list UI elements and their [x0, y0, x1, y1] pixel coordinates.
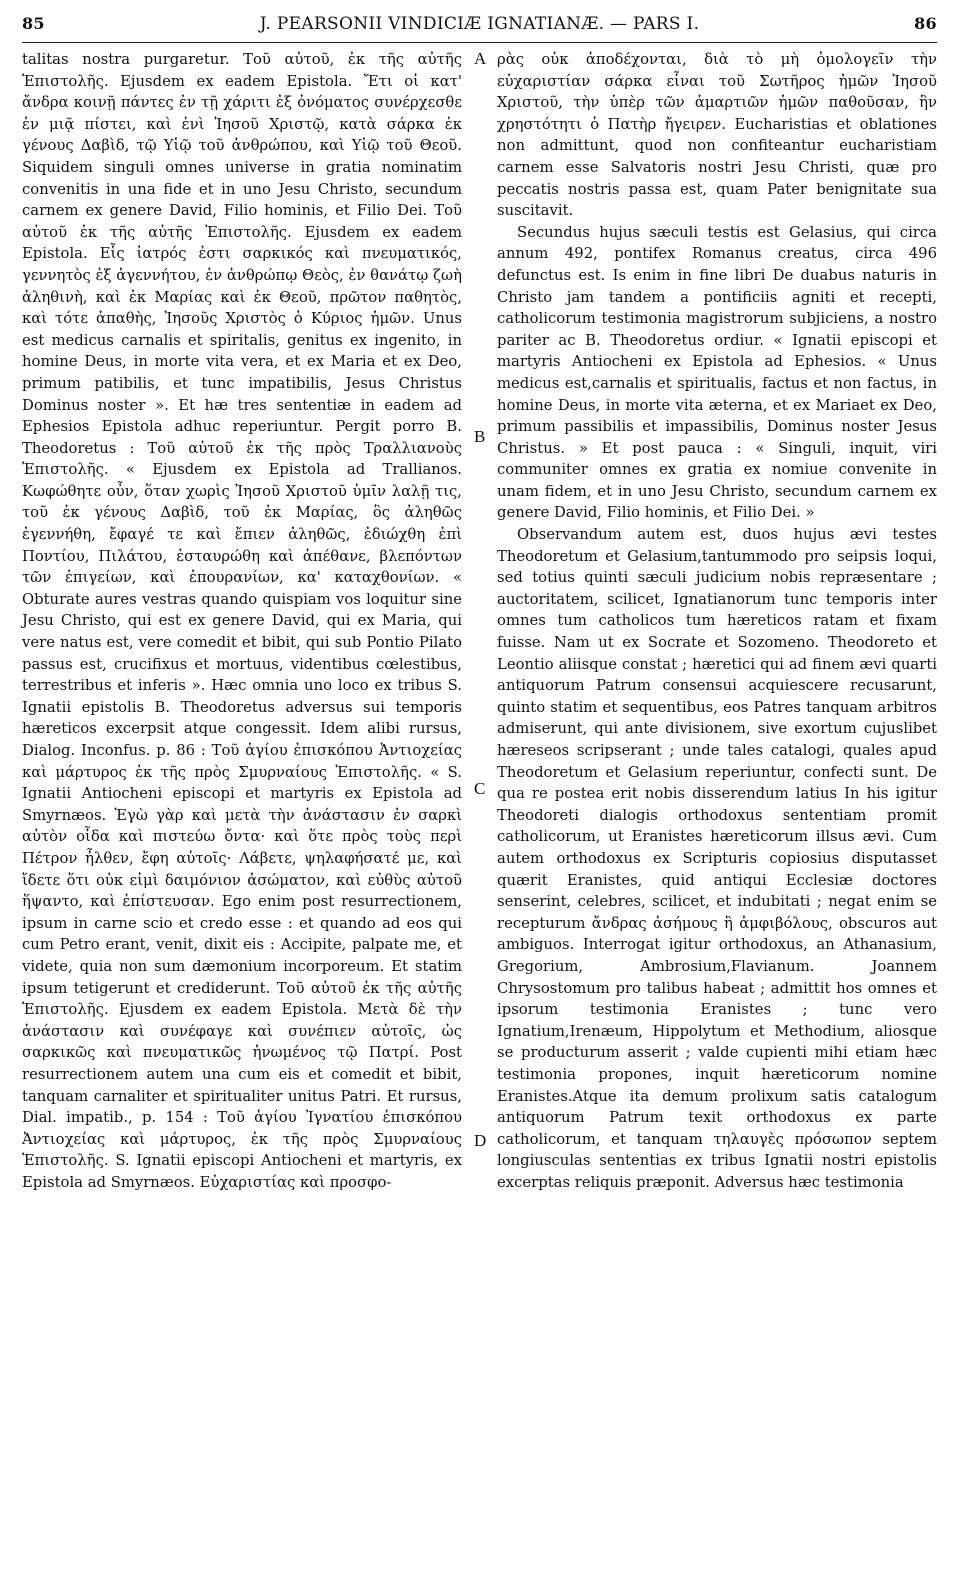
- right-paragraph-2: Secundus hujus sæculi testis est Gelasius, qui circa annum 492, pontifex Romanus creatus, circa 496 defunctus est. Is enim in fine libri De duabus naturis in Christo jam tandem a pontificiis agniti et recepti, catholicorum testimonia magistrorum subjiciens, a nostro pariter ac B. Theodoretus ordiur. « Ignatii episcopi et martyris Antiocheni ex Epistola ad Ephesios. « Unus medicus est,carnalis et spiritualis, factus et non factus, in homine Deus, in morte vita æterna, et ex Mariaet ex Deo, primum passibilis et impassibilis, Dominus noster Jesus Christus. » Et post pauca : « Singuli, inquit, viri communiter omnes ex gratia ex nomiue convenite in unam fidem, et in uno Jesu Christo, secundum carnem ex genere David, Filio hominis, et Filio Dei. »: [497, 223, 937, 522]
- marker-d: D: [474, 1131, 487, 1150]
- running-title: J. PEARSONII VINDICIÆ IGNATIANÆ. — PARS I.: [259, 14, 700, 34]
- left-page-number: 85: [22, 14, 45, 33]
- right-column: [497, 49, 937, 1569]
- right-paragraph-1: ρὰς οὐκ ἀποδέχονται, διὰ τὸ μὴ ὁμολογεῖν τὴν εὐχαριστίαν σάρκα εἶναι τοῦ Σωτῆρος ἡμῶν Ἰησοῦ Χριστοῦ, τὴν ὑπὲρ τῶν ἁμαρτιῶν ἡμῶν παθοῦσαν, ἣν χρηστότητι ὁ Πατὴρ ἤγειρεν. Eucharistias et oblationes non admittunt, quod non confiteantur eucharistiam carnem esse Salvatoris nostri Jesu Christi, quæ pro peccatis nostris passa est, quam Pater benignitate sua suscitavit.: [497, 51, 937, 220]
- right-page-number: 86: [914, 14, 937, 33]
- left-column-text: talitas nostra purgaretur. Τοῦ αὐτοῦ, ἐκ τῆς αὐτῆς Ἐπιστολῆς. Ejusdem ex eadem Epistola. Ἔτι οἱ κατ' ἄνδρα κοινῇ πάντες ἐν τῇ χάριτι ἐξ ὀνόματος συνέρχεσθε ἐν μιᾷ πίστει, καὶ ἐνὶ Ἰησοῦ Χριστῷ, κατὰ σάρκα ἐκ γένους Δαβὶδ, τῷ Υἱῷ τοῦ ἀνθρώπου, καὶ Υἱῷ τοῦ Θεοῦ. Siquidem singuli omnes universe in gratia nominatim convenitis in una fide et in uno Jesu Christo, secundum carnem ex genere David, Filio hominis, et Filio Dei. Τοῦ αὐτοῦ ἐκ τῆς αὐτῆς Ἐπιστολῆς. Ejusdem ex eadem Epistola. Εἷς ἰατρός ἐστι σαρκικός καὶ πνευματικός, γεννητὸς ἐξ ἀγεννήτου, ἐν ἀνθρώπῳ Θεὸς, ἐν θανάτῳ ζωὴ ἀληθινὴ, καὶ ἐκ Μαρίας καὶ ἐκ Θεοῦ, πρῶτον παθητὸς, καὶ τότε ἀπαθὴς, Ἰησοῦς Χριστὸς ὁ Κύριος ἡμῶν. Unus est medicus carnalis et spiritalis, genitus ex ingenito, in homine Deus, in morte vita vera, et ex Maria et ex Deo, primum patibilis, et tunc impatibilis, Jesus Christus Dominus noster ». Et hæ tres sententiæ in eadem ad Ephesios Epistola adhuc reperiuntur. Pergit porro B. Theodoretus : Τοῦ αὐτοῦ ἐκ τῆς πρὸς Τραλλιανοὺς Ἐπιστολῆς. « Ejusdem ex Epistola ad Trallianos. Κωφώθητε οὖν, ὅταν χωρὶς Ἰησοῦ Χριστοῦ ὑμῖν λαλῇ τις, τοῦ ἐκ γένους Δαβὶδ, τοῦ ἐκ Μαρίας, ὃς ἀληθῶς ἐγεννήθη, ἔφαγέ τε καὶ ἔπιεν ἀληθῶς, ἐδιώχθη ἐπὶ Ποντίου, Πιλάτου, ἐσταυρώθη καὶ ἀπέθανε, βλεπόντων τῶν ἐπιγείων, καὶ ἐπουρανίων, κα' καταχθονίων. « Obturate aures vestras quando quispiam vos loquitur sine Jesu Christo, qui est ex genere David, qui ex Maria, qui vere natus est, vere comedit et bibit, qui sub Pontio Pilato passus est, crucifixus et mortuus, videntibus cœlestibus, terrestribus et inferis ». Hæc omnia uno loco ex tribus S. Ignatii epistolis B. Theodoretus adversus sui temporis hæreticos excerpsit atque congessit. Idem alibi rursus, Dialog. Inconfus. p. 86 : Τοῦ ἁγίου ἐπισκόπου Ἀντιοχείας καὶ μάρτυρος ἐκ τῆς πρὸς Σμυρναίους Ἐπιστολῆς. « S. Ignatii Antiocheni episcopi et martyris ex Epistola ad Smyrnæos. Ἐγὼ γὰρ καὶ μετὰ τὴν ἀνάστασιν ἐν σαρκὶ αὐτὸν οἶδα καὶ πιστεύω ὄντα· καὶ ὅτε πρὸς τοὺς περὶ Πέτρον ἦλθεν, ἔφη αὐτοῖς· Λάβετε, ψηλαφήσατέ με, καὶ ἴδετε ὅτι οὐκ εἰμὶ δαιμόνιον ἀσώματον, καὶ εὐθὺς αὐτοῦ ἥψαντο, καὶ ἐπίστευσαν. Ego enim post resurrectionem, ipsum in carne scio et credo esse : et quando ad eos qui cum Petro erant, venit, dixit eis : Accipite, palpate me, et videte, quia non sum dæmonium incorporeum. Et statim ipsum tetigerunt et crediderunt. Τοῦ αὐτοῦ ἐκ τῆς αὐτῆς Ἐπιστολῆς. Ejusdem ex eadem Epistola. Μετὰ δὲ τὴν ἀνάστασιν καὶ συνέφαγε καὶ συνέπιεν αὐτοῖς, ὡς σαρκικῶς καὶ πνευματικῶς ἡνωμένος τῷ Πατρί. Post resurrectionem autem una cum eis et comedit et bibit, tanquam carnaliter et spiritualiter unitus Patri. Et rursus, Dial. impatib., p. 154 : Τοῦ ἁγίου Ἰγνατίου ἐπισκόπου Ἀντιοχείας καὶ μάρτυρος, ἐκ τῆς πρὸς Σμυρναίους Ἐπιστολῆς. S. Ignatii episcopi Antiocheni et martyris, ex Epistola ad Smyrnæos. Εὐχαριστίας καὶ προσφο-: [22, 51, 462, 1191]
- margin-markers: [472, 49, 494, 1569]
- running-header: [22, 14, 937, 43]
- marker-c: C: [474, 779, 486, 798]
- text-columns: [22, 49, 937, 1569]
- marker-b: B: [474, 427, 486, 446]
- marker-a: A: [474, 49, 487, 68]
- left-column: [22, 49, 462, 1569]
- right-paragraph-3: Observandum autem est, duos hujus ævi testes Theodoretum et Gelasium,tantummodo pro seipsis loqui, sed totius quinti sæculi judicium nobis repræsentare ; auctoritatem, scilicet, Ignatianorum tunc temporis inter omnes tum catholicos tum hæreticos ratam et fixam fuisse. Nam ut ex Socrate et Sozomeno. Theodoreto et Leontio aliisque constat ; hæretici qui ad finem ævi quarti antiquorum Patrum consensui acquiescere recusarunt, quinto statim et sequentibus, eos Patres tanquam arbitros admiserunt, qui ante divisionem, sive exortum cujuslibet hæreseos scripserant ; unde tales catalogi, quales apud Theodoretum et Gelasium reperiuntur, confecti sunt. De qua re postea erit nobis disserendum latius In his igitur Theodoreti dialogis orthodoxus sententiam promit catholicorum, ut Eranistes hæreticorum illsus ævi. Cum autem orthodoxus ex Scripturis copiosius disputasset quærit Eranistes, quid antiqui Ecclesiæ doctores senserint, celebres, scilicet, et indubitati ; negat enim se recepturum ἄνδρας ἀσήμους ἢ ἀμφιβόλους, obscuros aut ambiguos. Interrogat igitur orthodoxus, an Athanasium, Gregorium, Ambrosium,Flavianum. Joannem Chrysostomum pro talibus habeat ; admittit hos omnes et ipsorum testimonia Eranistes ; tunc vero Ignatium,Irenæum, Hippolytum et Methodium, aliosque se producturum asserit ; valde cupienti mihi etiam hæc testimonia propones, inquit hæreticorum nomine Eranistes.Atque ita demum prolixum satis catalogum antiquorum Patrum texit orthodoxus ex parte catholicorum, et tanquam τηλαυγὲς πρόσωπον septem longiusculas sententias ex tribus Ignatii nostri epistolis excerptas reliquis præponit. Adversus hæc testimonia: [497, 526, 937, 1191]
